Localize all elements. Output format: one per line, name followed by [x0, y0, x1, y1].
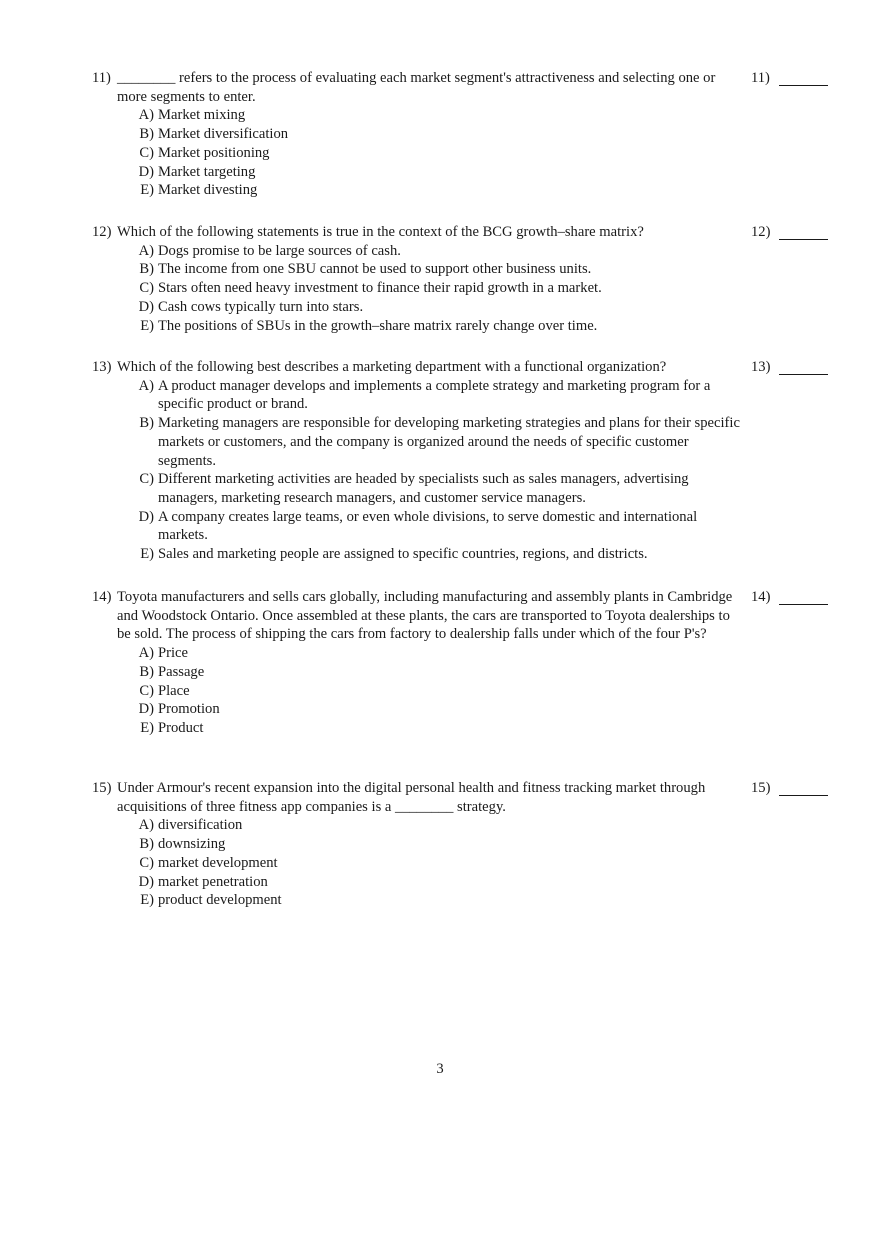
- option-text: market penetration: [158, 873, 268, 890]
- option-a[interactable]: [92, 816, 742, 835]
- answer-line[interactable]: [779, 239, 828, 240]
- option-letter: E): [140, 317, 154, 334]
- option-text: The income from one SBU cannot be used to support other business units.: [158, 261, 592, 278]
- option-letter: A): [138, 817, 154, 834]
- option-b[interactable]: [92, 663, 742, 682]
- option-letter: A): [138, 645, 154, 662]
- option-text: Different marketing activities are headed by specialists such as sales managers, advertising managers, marketing research managers, and customer service managers.: [158, 471, 689, 506]
- option-text: product development: [158, 892, 282, 909]
- option-e[interactable]: [92, 181, 742, 200]
- option-d[interactable]: [92, 163, 742, 182]
- option-b[interactable]: [92, 260, 742, 279]
- option-letter: B): [139, 663, 154, 680]
- option-letter: C): [139, 471, 154, 488]
- option-letter: B): [139, 126, 154, 143]
- question-stem: [92, 358, 742, 377]
- question-number: 14): [92, 589, 112, 605]
- question-stem: [92, 69, 742, 106]
- option-letter: A): [138, 107, 154, 124]
- answer-line[interactable]: [779, 374, 828, 375]
- option-letter: D): [138, 298, 154, 315]
- answer-blank-15[interactable]: [751, 779, 829, 799]
- option-letter: B): [139, 415, 154, 432]
- option-text: Sales and marketing people are assigned to specific countries, regions, and districts.: [158, 546, 648, 563]
- option-c[interactable]: [92, 144, 742, 163]
- option-text: Market mixing: [158, 107, 246, 124]
- option-text: A company creates large teams, or even whole divisions, to serve domestic and international markets.: [158, 508, 698, 544]
- option-text: Market positioning: [158, 144, 270, 161]
- option-text: market development: [158, 854, 278, 871]
- question-text: Toyota manufacturers and sells cars globally, including manufacturing and assembly plants in Cambridge and Woodstock Ontario. Once assembled at these plants, the cars are transported to Toyota dealerships to be sold. The process of shipping the cars from factory to dealership falls under which of the four P's?: [117, 589, 733, 643]
- option-a[interactable]: [92, 377, 742, 414]
- option-e[interactable]: [92, 545, 742, 564]
- answer-number: 11): [751, 70, 770, 86]
- answer-line[interactable]: [779, 795, 828, 796]
- option-a[interactable]: [92, 644, 742, 663]
- options-list: [92, 644, 742, 738]
- options-list: [92, 242, 742, 336]
- option-text: Market diversification: [158, 126, 289, 143]
- answer-blank-14[interactable]: [751, 588, 829, 608]
- option-text: downsizing: [158, 836, 226, 853]
- option-d[interactable]: [92, 508, 742, 545]
- option-a[interactable]: [92, 106, 742, 125]
- option-letter: A): [138, 377, 154, 394]
- option-text: The positions of SBUs in the growth–share matrix rarely change over time.: [158, 317, 598, 334]
- question-14: [92, 588, 742, 738]
- question-text: Under Armour's recent expansion into the digital personal health and fitness tracking market through acquisitions of three fitness app companies is a ________ strategy.: [117, 780, 706, 815]
- answer-number: 15): [751, 780, 771, 796]
- option-text: Place: [158, 682, 190, 699]
- option-letter: C): [139, 280, 154, 297]
- question-number: 11): [92, 70, 111, 86]
- option-letter: D): [138, 701, 154, 718]
- question-stem: [92, 588, 742, 644]
- question-text: Which of the following best describes a marketing department with a functional organization?: [117, 359, 667, 375]
- answer-line[interactable]: [779, 604, 828, 605]
- options-list: [92, 816, 742, 910]
- option-letter: D): [138, 873, 154, 890]
- question-text: Which of the following statements is true in the context of the BCG growth–share matrix?: [117, 224, 644, 240]
- option-text: Stars often need heavy investment to finance their rapid growth in a market.: [158, 280, 602, 297]
- question-11: [92, 69, 742, 200]
- option-e[interactable]: [92, 891, 742, 910]
- option-letter: B): [139, 836, 154, 853]
- answer-blank-11[interactable]: [751, 69, 829, 89]
- question-number: 15): [92, 780, 112, 796]
- option-letter: E): [140, 892, 154, 909]
- option-b[interactable]: [92, 125, 742, 144]
- option-b[interactable]: [92, 835, 742, 854]
- question-text: ________ refers to the process of evaluating each market segment's attractiveness and selecting one or more segments to enter.: [117, 70, 716, 105]
- option-letter: E): [140, 719, 154, 736]
- option-letter: C): [139, 854, 154, 871]
- option-text: Price: [158, 645, 188, 662]
- page-number: 3: [436, 1061, 444, 1077]
- option-text: Market divesting: [158, 182, 258, 199]
- question-stem: [92, 223, 742, 242]
- option-e[interactable]: [92, 719, 742, 738]
- question-stem: [92, 779, 742, 816]
- option-letter: D): [138, 163, 154, 180]
- question-number: 12): [92, 224, 112, 240]
- option-d[interactable]: [92, 700, 742, 719]
- answer-line[interactable]: [779, 85, 828, 86]
- option-text: A product manager develops and implements a complete strategy and marketing program for a specific product or brand.: [158, 377, 711, 413]
- question-15: [92, 779, 742, 910]
- option-text: Promotion: [158, 701, 220, 718]
- option-text: Product: [158, 719, 204, 736]
- option-text: Dogs promise to be large sources of cash.: [158, 242, 401, 259]
- option-text: Cash cows typically turn into stars.: [158, 298, 364, 315]
- option-letter: C): [139, 144, 154, 161]
- option-letter: B): [139, 261, 154, 278]
- option-text: Passage: [158, 663, 205, 680]
- option-a[interactable]: [92, 242, 742, 261]
- option-c[interactable]: [92, 682, 742, 701]
- question-12: [92, 223, 742, 335]
- option-d[interactable]: [92, 873, 742, 892]
- option-b[interactable]: [92, 414, 742, 470]
- options-list: [92, 377, 742, 564]
- option-text: Marketing managers are responsible for developing marketing strategies and plans for their specific markets or customers, and the company is organized around the needs of specific customer segments.: [158, 415, 740, 469]
- question-13: [92, 358, 742, 564]
- option-c[interactable]: [92, 470, 742, 507]
- answer-blank-12[interactable]: [751, 223, 829, 243]
- option-letter: E): [140, 182, 154, 199]
- question-number: 13): [92, 359, 112, 375]
- option-letter: C): [139, 682, 154, 699]
- answer-number: 14): [751, 589, 771, 605]
- option-letter: A): [138, 242, 154, 259]
- option-c[interactable]: [92, 279, 742, 298]
- option-text: Market targeting: [158, 163, 256, 180]
- option-d[interactable]: [92, 298, 742, 317]
- option-letter: D): [138, 508, 154, 525]
- answer-number: 12): [751, 224, 771, 240]
- option-text: diversification: [158, 817, 243, 834]
- option-c[interactable]: [92, 854, 742, 873]
- answer-blank-13[interactable]: [751, 358, 829, 378]
- option-letter: E): [140, 546, 154, 563]
- answer-number: 13): [751, 359, 771, 375]
- options-list: [92, 106, 742, 200]
- option-e[interactable]: [92, 317, 742, 336]
